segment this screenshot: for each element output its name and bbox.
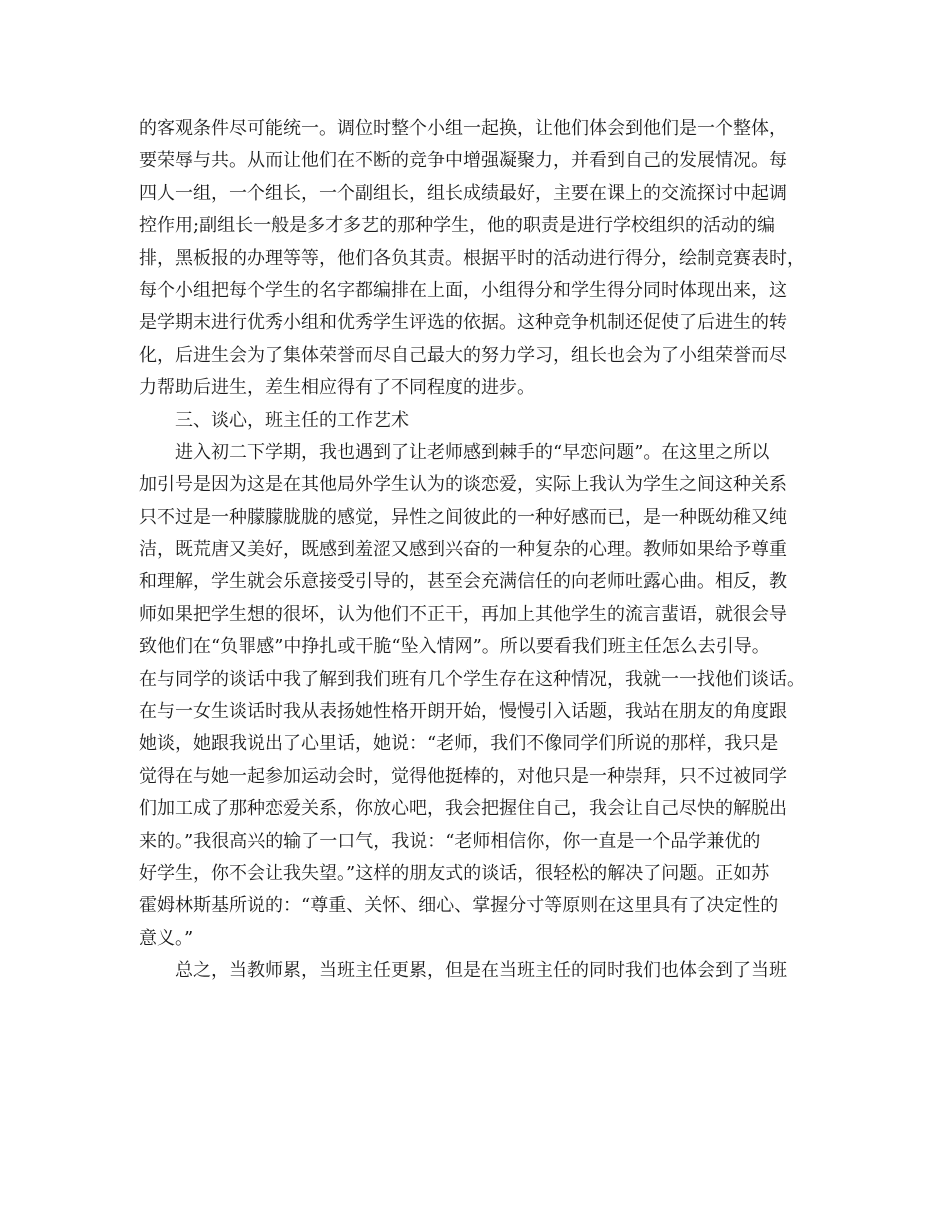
text-line: 觉得在与她一起参加运动会时，觉得他挺棒的，对他只是一种崇拜，只不过被同学 (139, 765, 787, 787)
text-line: 的客观条件尽可能统一。调位时整个小组一起换，让他们体会到他们是一个整体， (139, 118, 787, 139)
text-line: 致他们在“负罪感”中挣扎或干脆“坠入情网”。所以要看我们班主任怎么去引导。 (139, 636, 770, 658)
text-line: 力帮助后进生，差生相应得有了不同程度的进步。 (139, 377, 535, 399)
text-line: 来的。”我很高兴的输了一口气，我说：“老师相信你，你一直是一个品学兼优的 (139, 830, 761, 852)
text-line: 是学期末进行优秀小组和优秀学生评选的依据。这种竞争机制还促使了后进生的转 (139, 312, 787, 334)
text-line: 在与一女生谈话时我从表扬她性格开朗开始，慢慢引入话题，我站在朋友的角度跟 (139, 701, 787, 723)
text-line: 总之，当教师累，当班主任更累，但是在当班主任的同时我们也体会到了当班 (139, 960, 787, 982)
text-line: 在与同学的谈话中我了解到我们班有几个学生存在这种情况，我就一一找他们谈话。 (139, 668, 805, 690)
text-line: 化，后进生会为了集体荣誉而尽自己最大的努力学习，组长也会为了小组荣誉而尽 (139, 344, 787, 366)
text-line: 每个小组把每个学生的名字都编排在上面，小组得分和学生得分同时体现出来，这 (139, 279, 787, 301)
text-line: 排，黑板报的办理等等，他们各负其责。根据平时的活动进行得分，绘制竞赛表时， (139, 247, 805, 269)
text-line: 进入初二下学期，我也遇到了让老师感到棘手的“早恋问题”。在这里之所以 (139, 441, 770, 463)
section-heading: 三、谈心，班主任的工作艺术 (139, 409, 409, 431)
text-line: 控作用;副组长一般是多才多艺的那种学生，他的职责是进行学校组织的活动的编 (139, 215, 776, 237)
text-line: 四人一组，一个组长，一个副组长，组长成绩最好，主要在课上的交流探讨中起调 (139, 182, 787, 204)
text-line: 好学生，你不会让我失望。”这样的朋友式的谈话，很轻松的解决了问题。正如苏 (139, 862, 770, 884)
text-line: 和理解，学生就会乐意接受引导的，甚至会充满信任的向老师吐露心曲。相反，教 (139, 571, 787, 593)
text-line: 们加工成了那种恋爱关系，你放心吧，我会把握住自己，我会让自己尽快的解脱出 (139, 798, 787, 820)
text-line: 洁，既荒唐又美好，既感到羞涩又感到兴奋的一种复杂的心理。教师如果给予尊重 (139, 539, 787, 561)
body-text (139, 113, 819, 988)
text-line: 只不过是一种朦朦胧胧的感觉，异性之间彼此的一种好感而已，是一种既幼稚又纯 (139, 506, 787, 528)
text-line: 加引号是因为这是在其他局外学生认为的谈恋爱，实际上我认为学生之间这种关系 (139, 474, 787, 496)
text-line: 要荣辱与共。从而让他们在不断的竞争中增强凝聚力，并看到自己的发展情况。每 (139, 150, 787, 172)
text-line: 她谈，她跟我说出了心里话，她说：“老师，我们不像同学们所说的那样，我只是 (139, 733, 779, 755)
text-line: 霍姆林斯基所说的：“尊重、关怀、细心、掌握分寸等原则在这里具有了决定性的 (139, 895, 779, 917)
text-line: 意义。” (139, 927, 194, 949)
text-line: 师如果把学生想的很坏，认为他们不正干，再加上其他学生的流言蜚语，就很会导 (139, 603, 787, 625)
